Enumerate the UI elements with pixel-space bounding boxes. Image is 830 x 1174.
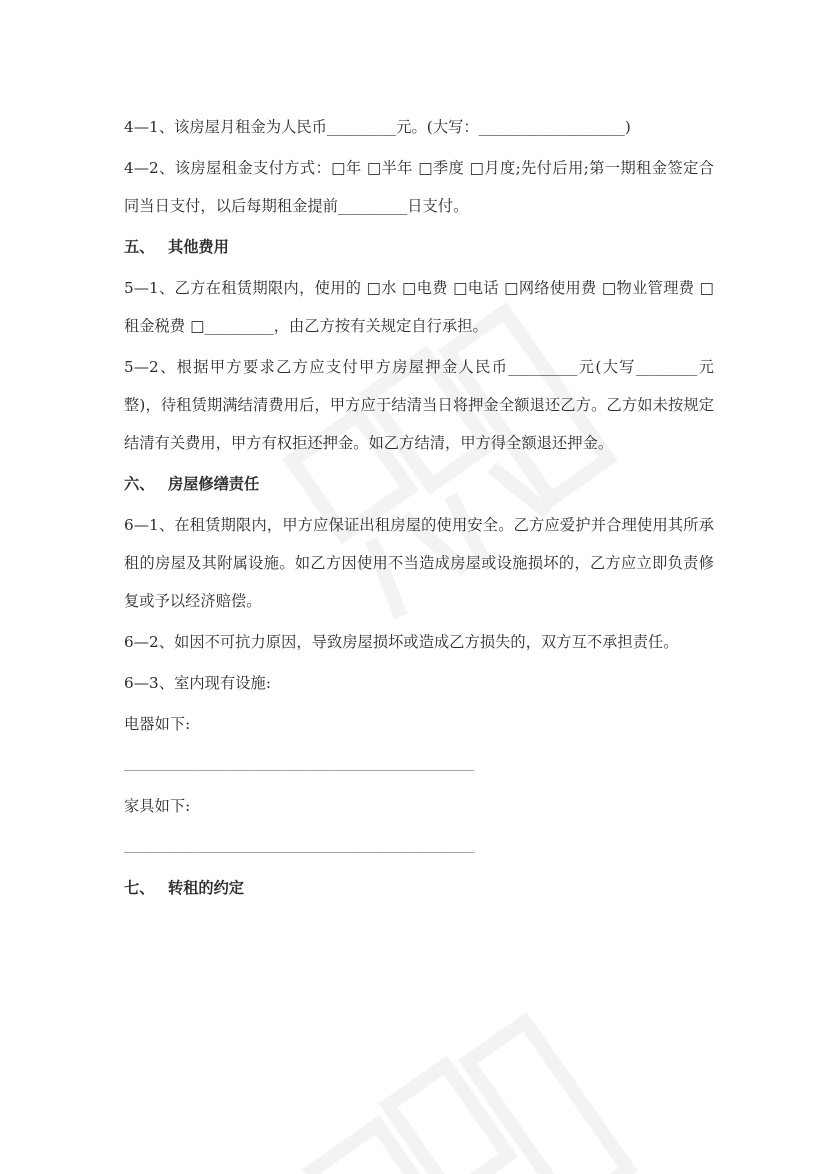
clause-4-2: 4—2、该房屋租金支付方式：□年 □半年 □季度 □月度;先付后用;第一期租金签定合同当日支付，以后每期租金提前_________日支付。 xyxy=(124,159,714,215)
watermark-logo-bottom xyxy=(273,977,668,1174)
clause-4-1: 4—1、该房屋月租金为人民币_________元。(大写：___________________) xyxy=(124,118,631,136)
section-number-6: 六、 xyxy=(124,475,155,493)
clause-5-2: 5—2、根据甲方要求乙方应支付甲方房屋押金人民币_________元(大写________元整)，待租赁期满结清费用后，甲方应于结清当日将押金全额退还乙方。乙方如未按规定结清有关费用，甲方有权拒还押金。如乙方结清，甲方得全额退还押金。 xyxy=(124,358,714,452)
clause-6-2: 6—2、如因不可抗力原因，导致房屋损坏或造成乙方损失的，双方互不承担责任。 xyxy=(124,633,679,651)
section-title-5: 其他费用 xyxy=(168,238,229,256)
clause-6-1: 6—1、在租赁期限内，甲方应保证出租房屋的使用安全。乙方应爱护并合理使用其所承租的房屋及其附属设施。如乙方因使用不当造成房屋或设施损坏的，乙方应立即负责修复或予以经济赔偿。 xyxy=(124,516,714,610)
furniture-fill-line: ________________________________________________________ xyxy=(124,841,475,853)
document-body xyxy=(124,108,714,910)
section-title-6: 房屋修缮责任 xyxy=(168,475,260,493)
section-heading-7 xyxy=(124,869,714,907)
section-number-5: 五、 xyxy=(124,238,155,256)
clause-5-1: 5—1、乙方在租赁期限内，使用的 □水 □电费 □电话 □网络使用费 □物业管理费 □租金税费 □_________，由乙方按有关规定自行承担。 xyxy=(124,279,714,335)
section-heading-6 xyxy=(124,465,714,503)
section-number-7: 七、 xyxy=(124,879,155,897)
appliances-fill-line: ________________________________________________________ xyxy=(124,759,475,771)
section-title-7: 转租的约定 xyxy=(168,879,244,897)
appliances-label: 电器如下: xyxy=(124,715,191,733)
clause-6-3: 6—3、室内现有设施: xyxy=(124,674,272,692)
section-heading-5 xyxy=(124,228,714,266)
furniture-label: 家具如下: xyxy=(124,797,191,815)
